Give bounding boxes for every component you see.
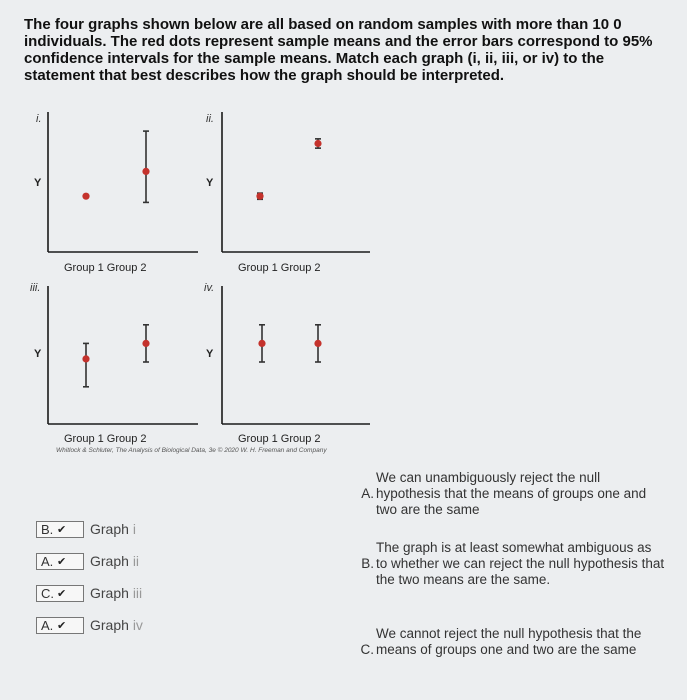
mean-dot-group-2: [142, 340, 149, 347]
graph-word: Graph: [90, 617, 129, 633]
y-axis-label: Y: [206, 177, 214, 189]
mean-dot-group-2: [142, 168, 149, 175]
chevron-down-icon: ✔: [57, 523, 67, 536]
graph-label: [90, 585, 142, 601]
match-row-graph-iv: [36, 614, 143, 636]
chevron-down-icon: ✔: [57, 587, 67, 600]
graph-roman-label: ii.: [206, 113, 214, 125]
graph-roman: i: [132, 521, 136, 537]
dropdown-selected-value: C.: [41, 585, 54, 601]
graph-label: [90, 521, 136, 537]
y-axis-label: Y: [206, 348, 214, 360]
answer-option-c: [354, 626, 666, 658]
graph-panel-iii: [30, 282, 198, 445]
graph-label: [90, 617, 143, 633]
x-axis-label: Group 1 Group 2: [64, 433, 147, 445]
match-row-graph-iii: [36, 582, 143, 604]
mean-dot-group-1: [258, 340, 265, 347]
graph-roman-label: i.: [36, 113, 42, 125]
answer-dropdown-graph-iv[interactable]: [36, 617, 84, 634]
answer-text: We cannot reject the null hypothesis that the means of groups one and two are the same: [376, 626, 642, 657]
graph-roman-label: iii.: [30, 282, 41, 294]
graph-roman: iv: [132, 617, 143, 633]
match-selectors: [36, 518, 143, 646]
x-axis-label: Group 1 Group 2: [238, 262, 321, 274]
graph-panel-i: [34, 112, 198, 274]
graph-panel-ii: [206, 112, 370, 274]
mean-dot-group-1: [82, 193, 89, 200]
answer-text: The graph is at least somewhat ambiguous as to whether we can reject the null hypothesis that the two means are the same.: [376, 540, 665, 587]
y-axis-label: Y: [34, 177, 42, 189]
graph-roman: ii: [132, 553, 140, 569]
mean-dot-group-2: [314, 340, 321, 347]
answer-letter: C.: [360, 642, 374, 657]
graph-word: Graph: [90, 553, 129, 569]
answer-dropdown-graph-i[interactable]: [36, 521, 84, 538]
answer-dropdown-graph-iii[interactable]: [36, 585, 84, 602]
figure-credit: Whitlock & Schluter, The Analysis of Biological Data, 3e © 2020 W. H. Freeman and Company: [56, 447, 327, 454]
match-row-graph-ii: [36, 550, 143, 572]
graph-word: Graph: [90, 521, 129, 537]
graph-panel-iv: [204, 282, 370, 445]
mean-dot-group-1: [82, 355, 89, 362]
question-text: The four graphs shown below are all based on random samples with more than 10 0 individuals. The red dots represent sample means and the error bars correspond to 95% confidence intervals for the sample means. Match each graph (i, ii, iii, or iv) to the statement that best describes how the graph should be interpreted.: [24, 16, 653, 84]
dropdown-selected-value: B.: [41, 521, 54, 537]
x-axis-label: Group 1 Group 2: [238, 433, 321, 445]
graph-roman: iii: [132, 585, 143, 601]
answer-option-a: [354, 470, 666, 518]
answer-dropdown-graph-ii[interactable]: [36, 553, 84, 570]
mean-dot-group-2: [314, 140, 321, 147]
dropdown-selected-value: A.: [41, 617, 54, 633]
match-row-graph-i: [36, 518, 143, 540]
graph-label: [90, 553, 139, 569]
y-axis-label: Y: [34, 348, 42, 360]
chevron-down-icon: ✔: [57, 555, 67, 568]
answer-letter: B.: [361, 556, 374, 571]
answer-option-b: [354, 540, 666, 588]
answer-text: We can unambiguously reject the null hypothesis that the means of groups one and two are the same: [376, 470, 647, 517]
chevron-down-icon: ✔: [57, 619, 67, 632]
x-axis-label: Group 1 Group 2: [64, 262, 147, 274]
answer-letter: A.: [361, 486, 374, 501]
graph-word: Graph: [90, 585, 129, 601]
graph-roman-label: iv.: [204, 282, 215, 294]
mean-dot-group-1: [256, 193, 263, 200]
dropdown-selected-value: A.: [41, 553, 54, 569]
